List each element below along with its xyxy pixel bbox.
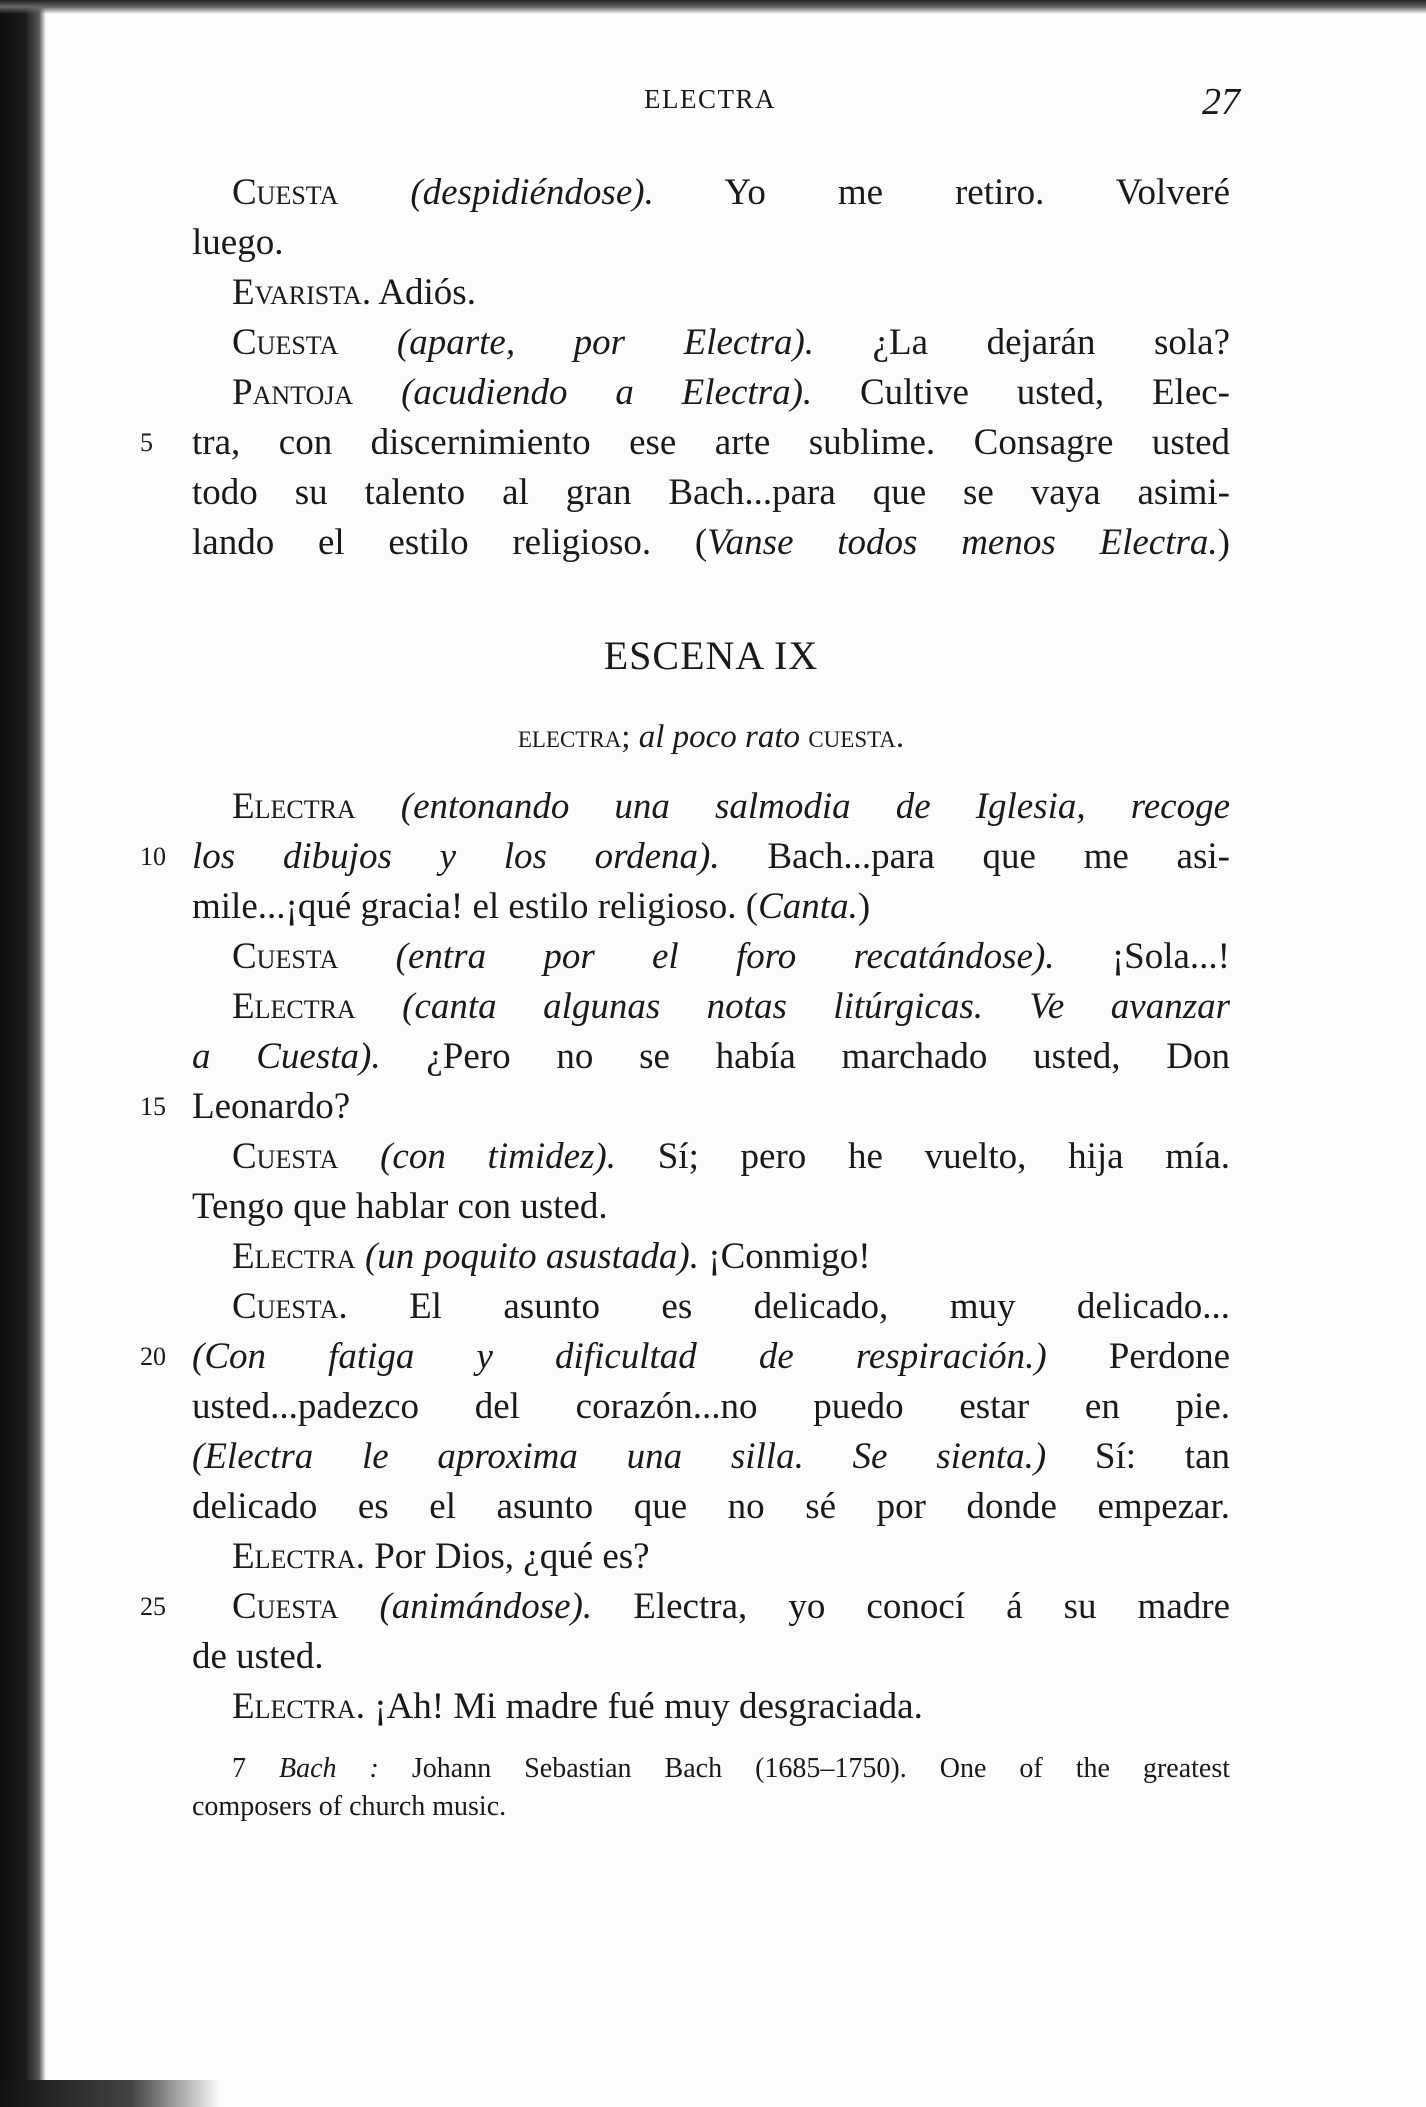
footnote-text: Johann Sebastian Bach (1685–1750). One of the greatest [411,1753,1231,1784]
speaker-name: Cuesta [232,1586,339,1627]
cast-direction: al poco rato [638,719,801,755]
dialogue-text: Por Dios, ¿qué es? [364,1536,650,1577]
cast-name: electra; [517,719,631,755]
text-line [192,1232,1230,1282]
text-line [192,1182,1230,1232]
text-line [140,1332,1230,1382]
footnote-text: composers of church music. [192,1791,507,1822]
speaker-name: Electra. [232,1686,365,1727]
stage-direction: los dibujos y los ordena). [192,836,720,877]
dialogue-text: ¡Ah! Mi madre fué muy desgraciada. [364,1686,923,1727]
stage-direction: (entra por el foro recatándose). [395,936,1055,977]
text-line [192,1032,1230,1082]
text-line [192,932,1230,982]
dialogue-text: mile...¡qué gracia! el estilo religioso. ( [192,886,759,927]
stage-direction: (despidiéndose). [410,172,654,213]
scan-edge-bottom [0,2080,220,2107]
text-line [192,982,1230,1032]
scene-title: ESCENA IX [603,633,819,678]
text-line [192,1482,1230,1532]
text-line [192,782,1230,832]
dialogue-text: tra, con discernimiento ese arte sublime. Consagre usted [192,422,1230,463]
stage-direction: (Con fatiga y dificultad de respiración.) [192,1336,1047,1377]
cast-name: cuesta. [808,719,905,755]
dialogue-text: Bach...para que me asi- [719,836,1230,877]
speaker-name: Electra [232,786,356,827]
footnote-term: Bach : [279,1753,379,1784]
dialogue-text: ¡Sola...! [1054,936,1230,977]
stage-direction: Canta. [758,886,858,927]
text-line [192,1282,1230,1332]
dialogue-text: ) [1217,522,1230,563]
dialogue-text: Adiós. [371,272,476,313]
text-line [192,368,1230,418]
dialogue-text: luego. [192,222,284,263]
line-number: 5 [140,428,153,457]
text-line [192,518,1230,568]
dialogue-text: Sí; pero he vuelto, hija mía. [616,1136,1231,1177]
speaker-name: Pantoja [232,372,354,413]
text-line [192,1632,1230,1682]
text-line [140,1082,1230,1132]
text-line [140,832,1230,882]
text-line [192,1682,1230,1732]
stage-direction: a Cuesta). [192,1036,381,1077]
stage-direction: (un poquito asustada). [364,1236,699,1277]
dialogue-text: Electra, yo conocí á su madre [592,1586,1231,1627]
scan-edge-left [0,0,46,2107]
speaker-name: Cuesta [232,1136,339,1177]
text-line [140,1582,1231,1632]
dialogue-text: todo su talento al gran Bach...para que se vaya asimi- [192,472,1230,513]
page-header [0,81,1426,124]
speaker-name: Cuesta [232,936,339,977]
text-line [192,882,1230,932]
speaker-name: Evarista. [232,272,372,313]
footnote-ref: 7 [232,1753,246,1784]
scene-cast [192,712,1230,762]
line-number: 25 [140,1592,166,1621]
text-line [192,168,1230,218]
stage-direction: (con timidez). [380,1136,616,1177]
text-line [192,1432,1230,1482]
dialogue-text: usted...padezco del corazón...no puedo estar en pie. [192,1386,1230,1427]
line-number: 20 [140,1342,166,1371]
line-number: 15 [140,1092,166,1121]
stage-direction: Vanse todos menos Electra. [707,522,1218,563]
footnote-line [192,1750,1230,1788]
stage-direction: (acudiendo a Electra). [401,372,813,413]
text-line [192,1382,1230,1432]
dialogue-text: Cultive usted, Elec- [812,372,1231,413]
text-line [192,318,1230,368]
speaker-name: Cuesta. [232,1286,348,1327]
dialogue-text: Tengo que hablar con usted. [192,1186,608,1227]
dialogue-text: de usted. [192,1636,324,1677]
text-line [192,268,1230,318]
stage-direction: (canta algunas notas litúrgicas. Ve avanzar [402,986,1230,1027]
dialogue-text: delicado es el asunto que no sé por donde empezar. [192,1486,1230,1527]
dialogue-text: ) [857,886,871,927]
text-line [192,1532,1230,1582]
line-number: 10 [140,842,166,871]
dialogue-text: Sí: tan [1046,1436,1230,1477]
speaker-name: Electra [232,1236,356,1277]
dialogue-text: Leonardo? [192,1086,351,1127]
text-block [140,168,1231,1826]
dialogue-text: El asunto es delicado, muy delicado... [347,1286,1230,1327]
footnote [192,1750,1230,1826]
dialogue-text: Yo me retiro. Volveré [653,172,1231,213]
spacer [192,762,1230,782]
scan-edge-top [0,0,1426,14]
speaker-name: Electra. [232,1536,365,1577]
speaker-name: Electra [232,986,356,1027]
dialogue-text: ¿Pero no se había marchado usted, Don [380,1036,1230,1077]
stage-direction: (aparte, por Electra). [396,322,815,363]
dialogue-text: ¡Conmigo! [699,1236,871,1277]
page-number: 27 [1202,81,1240,123]
speaker-name: Cuesta [232,172,339,213]
text-line [192,468,1230,518]
running-title: ELECTRA [644,84,776,114]
stage-direction: (entonando una salmodia de Iglesia, recoge [400,786,1231,827]
dialogue-text: Perdone [1046,1336,1230,1377]
stage-direction: (Electra le aproxima una silla. Se sienta.) [192,1436,1047,1477]
dialogue-text: ¿La dejarán sola? [814,322,1231,363]
footnote-line [192,1788,1230,1826]
speaker-name: Cuesta [232,322,339,363]
text-line [192,218,1230,268]
dialogue-text: lando el estilo religioso. ( [192,522,708,563]
text-line [192,1132,1230,1182]
stage-direction: (animándose). [379,1586,593,1627]
text-line [140,418,1230,468]
